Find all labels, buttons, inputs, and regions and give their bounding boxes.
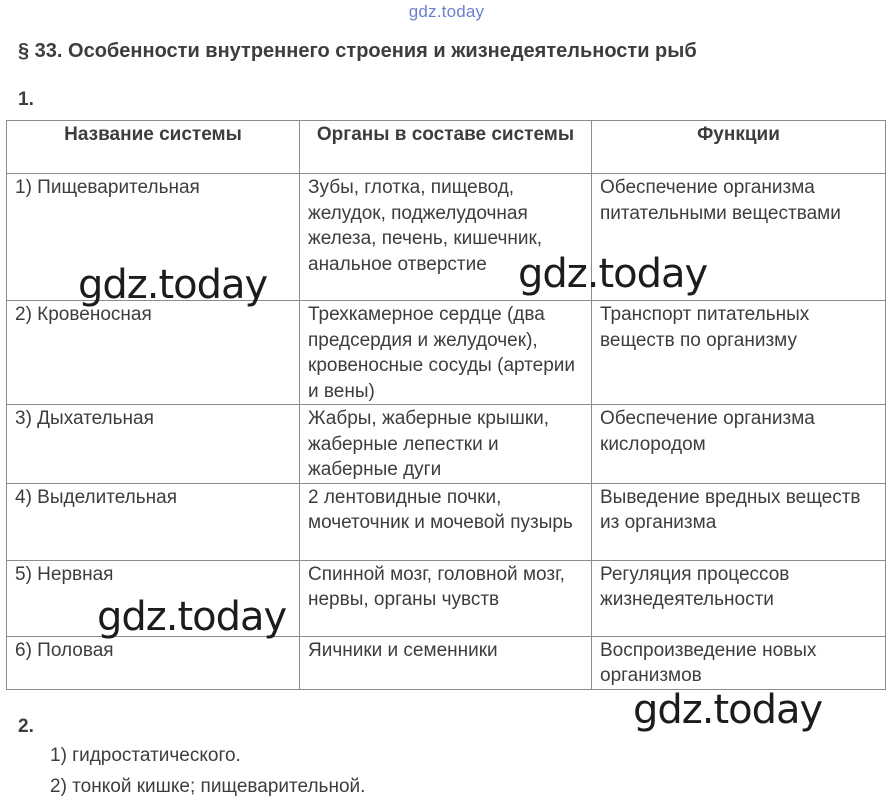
watermark-overlay: gdz.today <box>97 594 287 640</box>
list-item: 2) тонкой кишке; пищеварительной. <box>50 776 366 797</box>
functions-cell: Обеспечение организма питательными веществами <box>592 174 886 301</box>
list-item: 1) гидростатического. <box>50 745 241 766</box>
watermark-overlay: gdz.today <box>78 262 268 308</box>
functions-cell: Воспроизведение новых организмов <box>592 636 886 689</box>
task-2-number: 2. <box>18 716 34 737</box>
organs-cell: Зубы, глотка, пищевод, желудок, поджелудочная железа, печень, кишечник, анальное отверстие <box>300 174 592 301</box>
header-functions: Функции <box>592 121 886 174</box>
functions-cell: Транспорт питательных веществ по организму <box>592 301 886 405</box>
functions-cell: Регуляция процессов жизнедеятельности <box>592 560 886 636</box>
watermark-overlay: gdz.today <box>518 251 708 297</box>
system-name-cell: 3) Дыхательная <box>7 405 300 484</box>
table-header-row <box>7 121 886 174</box>
system-name-cell: 1) Пищеварительная <box>7 174 300 301</box>
table-row <box>7 636 886 689</box>
table-row <box>7 405 886 484</box>
table-row <box>7 483 886 560</box>
organs-cell: Спинной мозг, головной мозг, нервы, органы чувств <box>300 560 592 636</box>
section-title: § 33. Особенности внутреннего строения и жизнедеятельности рыб <box>18 40 697 62</box>
functions-cell: Обеспечение организма кислородом <box>592 405 886 484</box>
header-organs: Органы в составе системы <box>300 121 592 174</box>
system-name-cell: 2) Кровеносная <box>7 301 300 405</box>
organs-cell: Трехкамерное сердце (два предсердия и желудочек), кровеносные сосуды (артерии и вены) <box>300 301 592 405</box>
organs-cell: Жабры, жаберные крышки, жаберные лепестки и жаберные дуги <box>300 405 592 484</box>
task-2-answers <box>50 743 365 805</box>
system-name-cell: 4) Выделительная <box>7 483 300 560</box>
watermark-overlay: gdz.today <box>633 687 823 733</box>
organs-cell: Яичники и семенники <box>300 636 592 689</box>
task-1-number: 1. <box>18 89 34 110</box>
functions-cell: Выведение вредных веществ из организма <box>592 483 886 560</box>
organs-cell: 2 лентовидные почки, мочеточник и мочевой пузырь <box>300 483 592 560</box>
header-system-name: Название системы <box>7 121 300 174</box>
system-name-cell: 5) Нервная <box>7 560 300 636</box>
table-row <box>7 301 886 405</box>
system-name-cell: 6) Половая <box>7 636 300 689</box>
watermark-top: gdz.today <box>408 2 485 21</box>
